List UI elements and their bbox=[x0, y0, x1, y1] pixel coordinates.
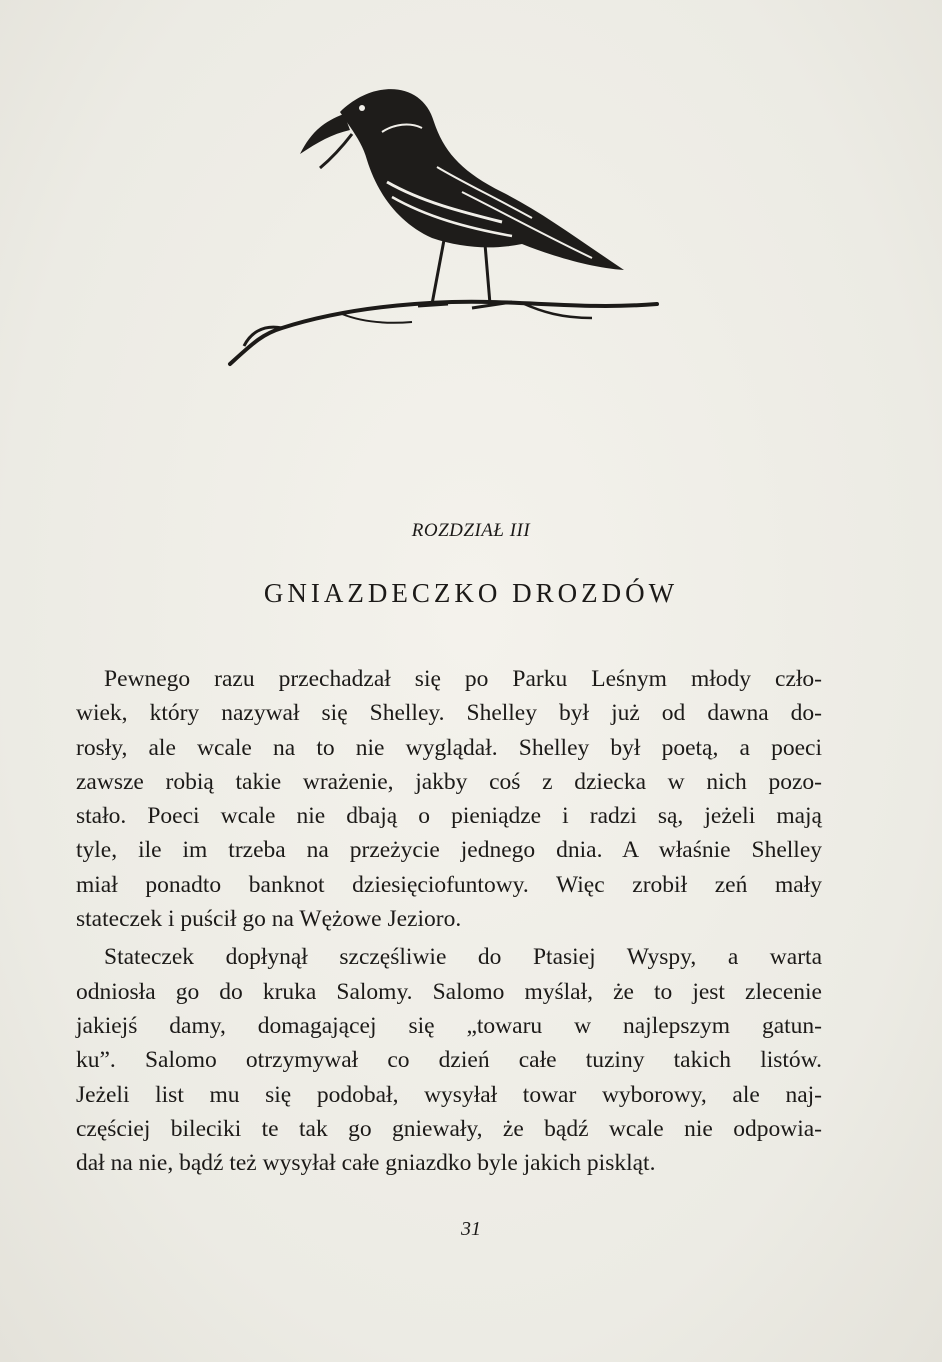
text-line: dał na nie, bądź też wysyłał całe gniazdko byle jakich piskląt. bbox=[76, 1150, 656, 1177]
paragraph-1 bbox=[76, 662, 822, 936]
chapter-title: GNIAZDECZKO DROZDÓW bbox=[263, 578, 679, 608]
text-line: rosły, ale wcale na to nie wyglądał. Shelley był poetą, a poeci bbox=[76, 734, 822, 761]
crow-on-branch-icon bbox=[222, 72, 672, 372]
text-line: stało. Poeci wcale nie dbają o pieniądze i radzi są, jeżeli mają bbox=[76, 803, 822, 830]
text-line: Stateczek dopłynął szczęśliwie do Ptasiej Wyspy, a warta bbox=[104, 944, 822, 971]
text-line: jakiejś damy, domagającej się „towaru w najlepszym gatun- bbox=[76, 1012, 822, 1039]
text-line: Pewnego razu przechadzał się po Parku Leśnym młody czło- bbox=[104, 666, 822, 692]
text-line: miał ponadto banknot dziesięciofuntowy. Więc zrobił zeń mały bbox=[76, 871, 822, 898]
text-line: wiek, który nazywał się Shelley. Shelley był już od dawna do- bbox=[76, 700, 822, 727]
chapter-label: ROZDZIAŁ III bbox=[411, 520, 531, 541]
body-text bbox=[76, 662, 822, 1184]
text-line: ku”. Salomo otrzymywał co dzień całe tuziny takich listów. bbox=[76, 1047, 822, 1074]
text-line: zawsze robią takie wrażenie, jakby coś z dziecka w nich pozo- bbox=[76, 768, 822, 795]
text-line: stateczek i puścił go na Wężowe Jezioro. bbox=[76, 906, 462, 933]
paragraph-2 bbox=[76, 940, 822, 1180]
text-line: częściej bileciki te tak go gniewały, że bądź wcale nie odpowia- bbox=[76, 1115, 822, 1142]
text-line: Jeżeli list mu się podobał, wysyłał towar wyborowy, ale naj- bbox=[76, 1081, 822, 1108]
page-number: 31 bbox=[461, 1218, 481, 1240]
text-line: tyle, ile im trzeba na przeżycie jednego dnia. A właśnie Shelley bbox=[76, 837, 822, 864]
text-line: odniosła go do kruka Salomy. Salomo myślał, że to jest zlecenie bbox=[76, 978, 822, 1005]
